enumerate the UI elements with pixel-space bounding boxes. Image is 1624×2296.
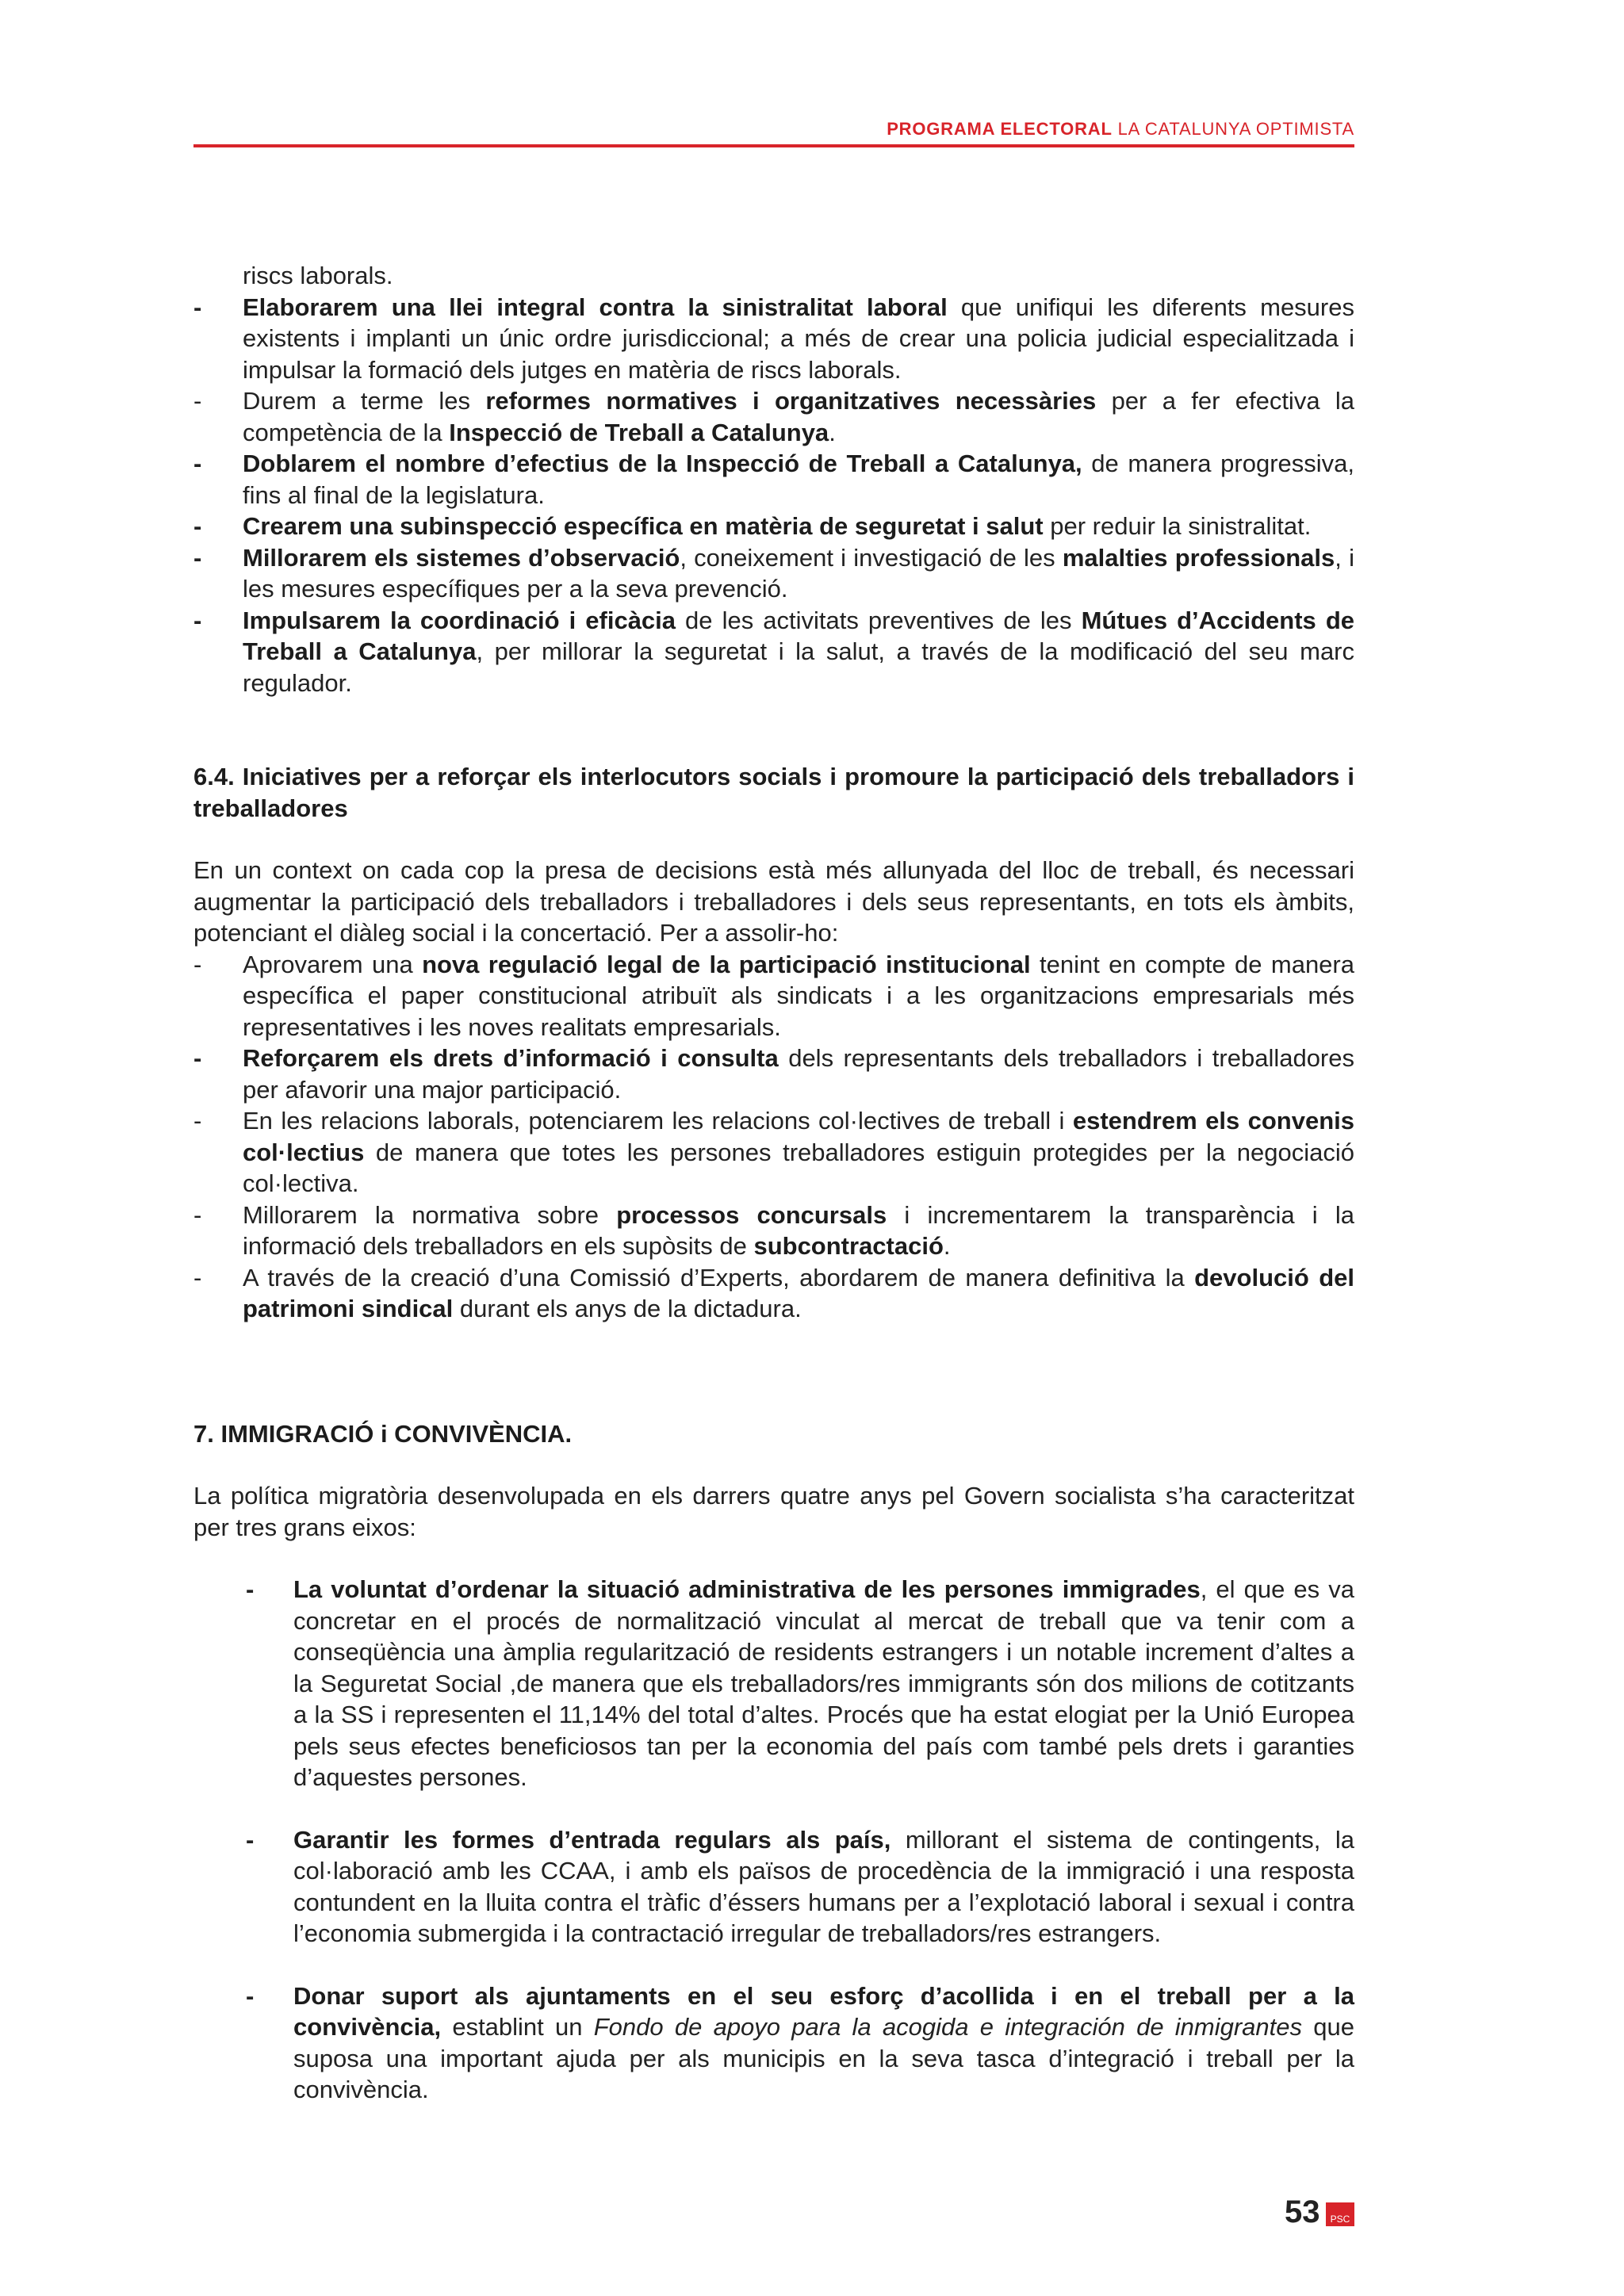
header-rule: [193, 144, 1354, 147]
list-item: - Elaborarem una llei integral contra la sinistralitat laboral que unifiqui les diferents mesures existents i implanti un únic ordre jurisdiccional; a més de crear una policia judicial especialitzada i impulsar la formació dels jutges en matèria de riscs laborals.: [193, 293, 1354, 384]
list-item: - Donar suport als ajuntaments en el seu esforç d’acollida i en el treball per a la convivència, establint un Fondo de apoyo para la acogida e integración de inmigrantes que suposa una important ajuda per als municipis en la seva tasca d’integració i treball per la convivència.: [246, 1981, 1354, 2103]
list-item: - Reforçarem els drets d’informació i consulta dels representants dels treballadors i treballadores per afavorir una major participació.: [193, 1044, 1354, 1104]
list-item: - Millorarem els sistemes d’observació, coneixement i investigació de les malalties professionals, i les mesures específiques per a la seva prevenció.: [193, 543, 1354, 603]
list-continuation: riscs laborals.: [243, 262, 393, 289]
section-intro: La política migratòria desenvolupada en els darrers quatre anys pel Govern socialista s’ha caracteritzat per tres grans eixos:: [193, 1482, 1354, 1541]
list-item: - Aprovarem una nova regulació legal de la participació institucional tenint en compte de manera específica el paper constitucional atribuït als sindicats i a les organitzacions empresarials més representatives i les noves realitats empresarials.: [193, 950, 1354, 1041]
list-item: - A través de la creació d’una Comissió d’Experts, abordarem de manera definitiva la devolució del patrimoni sindical durant els anys de la dictadura.: [193, 1263, 1354, 1322]
psc-logo: PSC: [1326, 2202, 1354, 2226]
list-item: - Garantir les formes d’entrada regulars als país, millorant el sistema de contingents, la col·laboració amb les CCAA, i amb els països de procedència de la immigració i una resposta contundent en la lluita contra el tràfic d’éssers humans per a l’explotació laboral i sexual i contra l’economia submergida i la contractació irregular de treballadors/res estrangers.: [246, 1825, 1354, 1947]
section-heading: 6.4. Iniciatives per a reforçar els interlocutors socials i promoure la participació dels treballadors i treballadores: [193, 763, 1354, 822]
header-title: PROGRAMA ELECTORAL: [887, 119, 1113, 139]
list-item: - La voluntat d’ordenar la situació administrativa de les persones immigrades, el que es va concretar en el procés de normalització vinculat al mercat de treball que va tenir com a conseqüència una àmplia regularització de residents estrangers i un notable increment d’altes a la Seguretat Social ,de manera que els treballadors/res immigrants són dos milions de cotitzants a la SS i representen el 11,14% del total d’altes. Procés que ha estat elogiat per la Unió Europea pels seus efectes beneficiosos tan per la economia del país com també pels drets i garanties d’aquestes persones.: [246, 1575, 1354, 1791]
list-item: - En les relacions laborals, potenciarem les relacions col·lectives de treball i estendrem els convenis col·lectius de manera que totes les persones treballadores estiguin protegides per la negociació col·lectiva.: [193, 1107, 1354, 1197]
page-header: [193, 119, 1354, 140]
list-item: - Doblarem el nombre d’efectius de la Inspecció de Treball a Catalunya, de manera progressiva, fins al final de la legislatura.: [193, 450, 1355, 509]
list-item: - Impulsarem la coordinació i eficàcia de les activitats preventives de les Mútues d’Accidents de Treball a Catalunya, per millorar la seguretat i la salut, a través de la modificació del seu marc regulador.: [193, 606, 1355, 697]
list-item: - Millorarem la normativa sobre processos concursals i incrementarem la transparència i la informació dels treballadors en els supòsits de subcontractació.: [193, 1200, 1354, 1260]
list-item: - Durem a terme les reformes normatives i organitzatives necessàries per a fer efectiva la competència de la Inspecció de Treball a Catalunya.: [193, 387, 1354, 446]
section-intro: En un context on cada cop la presa de decisions està més allunyada del lloc de treball, és necessari augmentar la participació dels treballadors i treballadores i dels seus representants, en tots els àmbits, potenciant el diàleg social i la concertació. Per a assolir-ho:: [193, 856, 1354, 947]
header-subtitle: LA CATALUNYA OPTIMISTA: [1117, 119, 1354, 139]
list-item: - Crearem una subinspecció específica en matèria de seguretat i salut per reduir la sinistralitat.: [193, 512, 1312, 540]
page-number: 53: [1285, 2195, 1320, 2229]
section-heading: 7. IMMIGRACIÓ i CONVIVÈNCIA.: [193, 1419, 573, 1448]
page-content: [193, 260, 1354, 2106]
